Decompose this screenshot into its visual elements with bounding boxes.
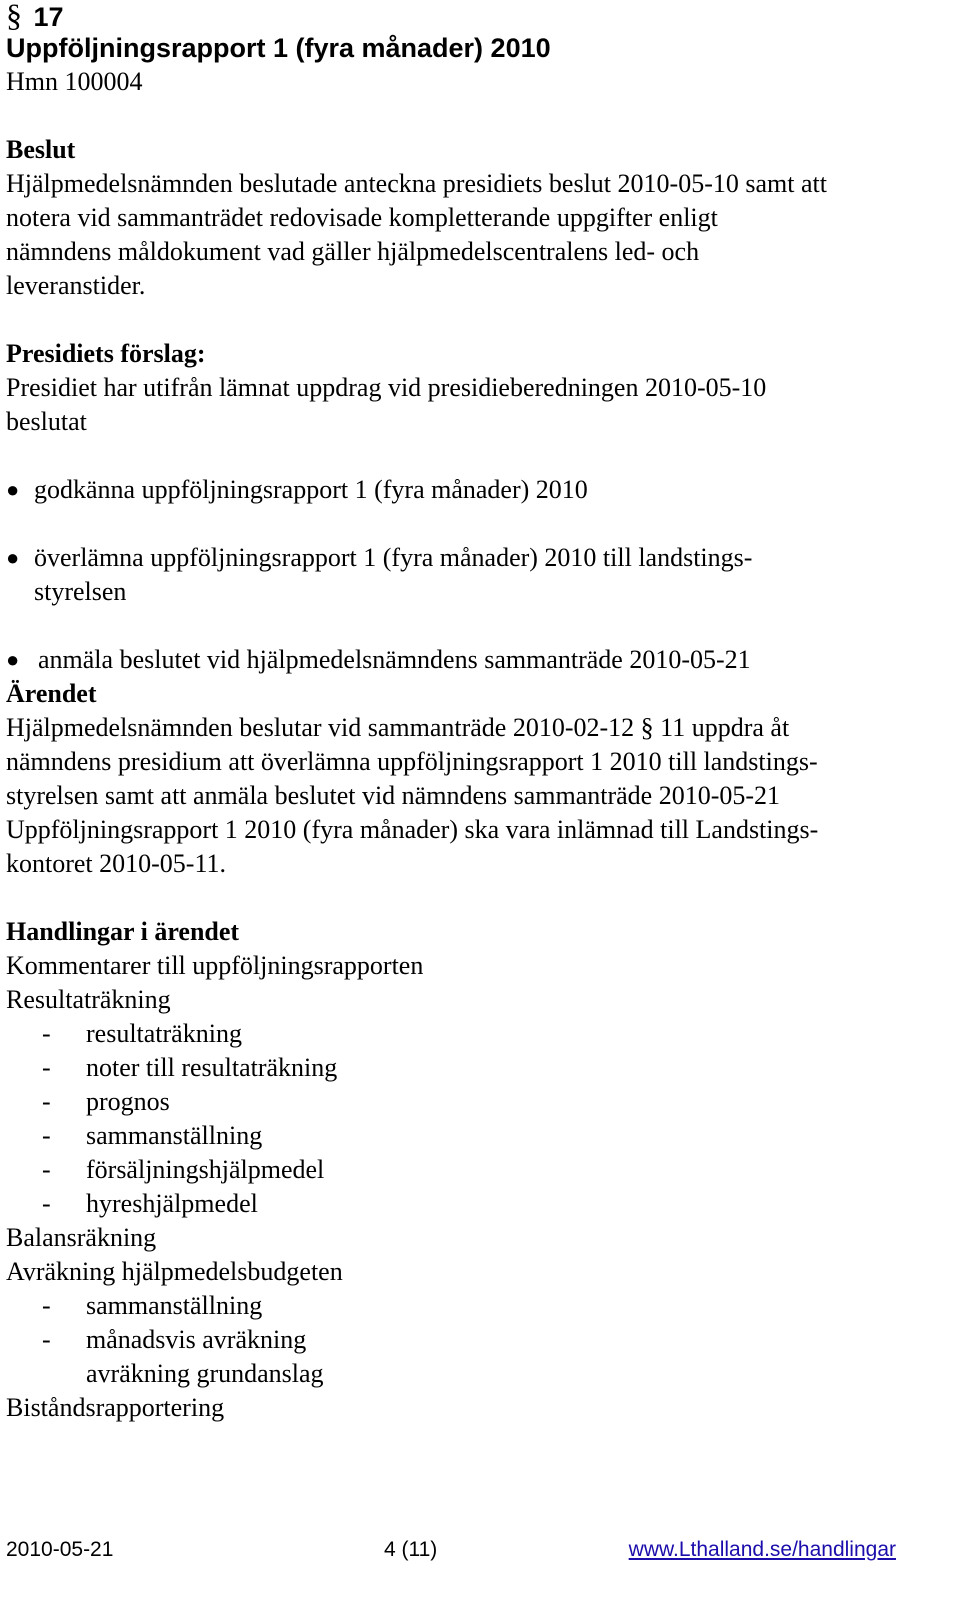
arendet-heading: Ärendet [6,679,97,708]
handlingar-sub-item [6,1085,946,1119]
bullet-dot-icon: ● [6,477,20,502]
beslut-line: notera vid sammanträdet redovisade kompletterande uppgifter enligt [6,203,718,232]
handlingar-item: Biståndsrapportering [6,1393,225,1422]
dash-marker: - [42,1325,51,1354]
dash-marker: - [42,1053,51,1082]
beslut-line: nämndens måldokument vad gäller hjälpmedelscentralens led- och [6,237,700,266]
handlingar-sub-item [6,1289,946,1323]
beslut-section [6,133,946,303]
bullet-dot-icon: ● [6,545,20,570]
handlingar-heading: Handlingar i ärendet [6,917,240,946]
bullet-text: godkänna uppföljningsrapport 1 (fyra månader) 2010 [34,475,588,504]
handlingar-item: Balansräkning [6,1223,157,1252]
beslut-line: leveranstider. [6,271,146,300]
arendet-line: Uppföljningsrapport 1 2010 (fyra månader) ska vara inlämnad till Landstings- [6,815,819,844]
section-symbol: § [6,0,22,33]
handlingar-item-text: hyreshjälpmedel [86,1189,258,1218]
beslut-heading: Beslut [6,135,76,164]
bullet-dot-icon: ● [6,647,20,672]
handlingar-item-text: försäljningshjälpmedel [86,1155,325,1184]
bullet-text: styrelsen [34,577,127,606]
handlingar-sub-item [6,1017,946,1051]
dash-marker: - [42,1155,51,1184]
handlingar-item-text: sammanställning [86,1291,263,1320]
dash-marker: - [42,1019,51,1048]
handlingar-sub-item [6,1119,946,1153]
section-number-value: 17 [33,2,64,32]
handlingar-item-text: månadsvis avräkning [86,1325,307,1354]
handlingar-section [6,915,946,1425]
arendet-section [6,677,946,881]
presidiets-forslag-heading: Presidiets förslag: [6,339,206,368]
bullet-text: överlämna uppföljningsrapport 1 (fyra månader) 2010 till landstings- [34,543,753,572]
bullet-text: anmäla beslutet vid hjälpmedelsnämndens sammanträde 2010-05-21 [38,645,751,674]
bullet-item [6,541,946,609]
forslag-line: Presidiet har utifrån lämnat uppdrag vid presidieberedningen 2010-05-10 [6,373,767,402]
document-page [6,0,946,1425]
document-reference: Hmn 100004 [6,67,143,96]
footer-page-number: 4 (11) [384,1538,438,1561]
handlingar-sub-item [6,1051,946,1085]
document-title: Uppföljningsrapport 1 (fyra månader) 2010 [6,33,551,63]
bullet-item [6,473,946,507]
handlingar-item: Resultaträkning [6,985,171,1014]
arendet-line: nämndens presidium att överlämna uppföljningsrapport 1 2010 till landstings- [6,747,818,776]
footer-date: 2010-05-21 [6,1538,114,1561]
dash-marker: - [42,1291,51,1320]
beslut-line: Hjälpmedelsnämnden beslutade anteckna presidiets beslut 2010-05-10 samt att [6,169,827,198]
arendet-line: kontoret 2010-05-11. [6,849,226,878]
arendet-line: Hjälpmedelsnämnden beslutar vid sammanträde 2010-02-12 § 11 uppdra åt [6,713,790,742]
handlingar-item-text: resultaträkning [86,1019,242,1048]
handlingar-item-text: noter till resultaträkning [86,1053,338,1082]
handlingar-item-text: sammanställning [86,1121,263,1150]
handlingar-list [6,949,946,1425]
dash-marker: - [42,1121,51,1150]
handlingar-sub-item [6,1187,946,1221]
page-footer [6,1535,896,1565]
arendet-line: styrelsen samt att anmäla beslutet vid nämndens sammanträde 2010-05-21 [6,781,781,810]
bullet-item [6,643,946,677]
section-number [6,0,946,31]
forslag-line: beslutat [6,407,87,436]
footer-link[interactable]: www.Lthalland.se/handlingar [628,1538,896,1561]
handlingar-sub-item [6,1153,946,1187]
handlingar-item: Avräkning hjälpmedelsbudgeten [6,1257,343,1286]
dash-marker: - [42,1087,51,1116]
presidiets-forslag-section [6,337,946,677]
handlingar-item: Kommentarer till uppföljningsrapporten [6,951,424,980]
handlingar-item-text: prognos [86,1087,170,1116]
handlingar-sub-item: avräkning grundanslag [86,1359,324,1388]
dash-marker: - [42,1189,51,1218]
handlingar-sub-item [6,1323,946,1357]
